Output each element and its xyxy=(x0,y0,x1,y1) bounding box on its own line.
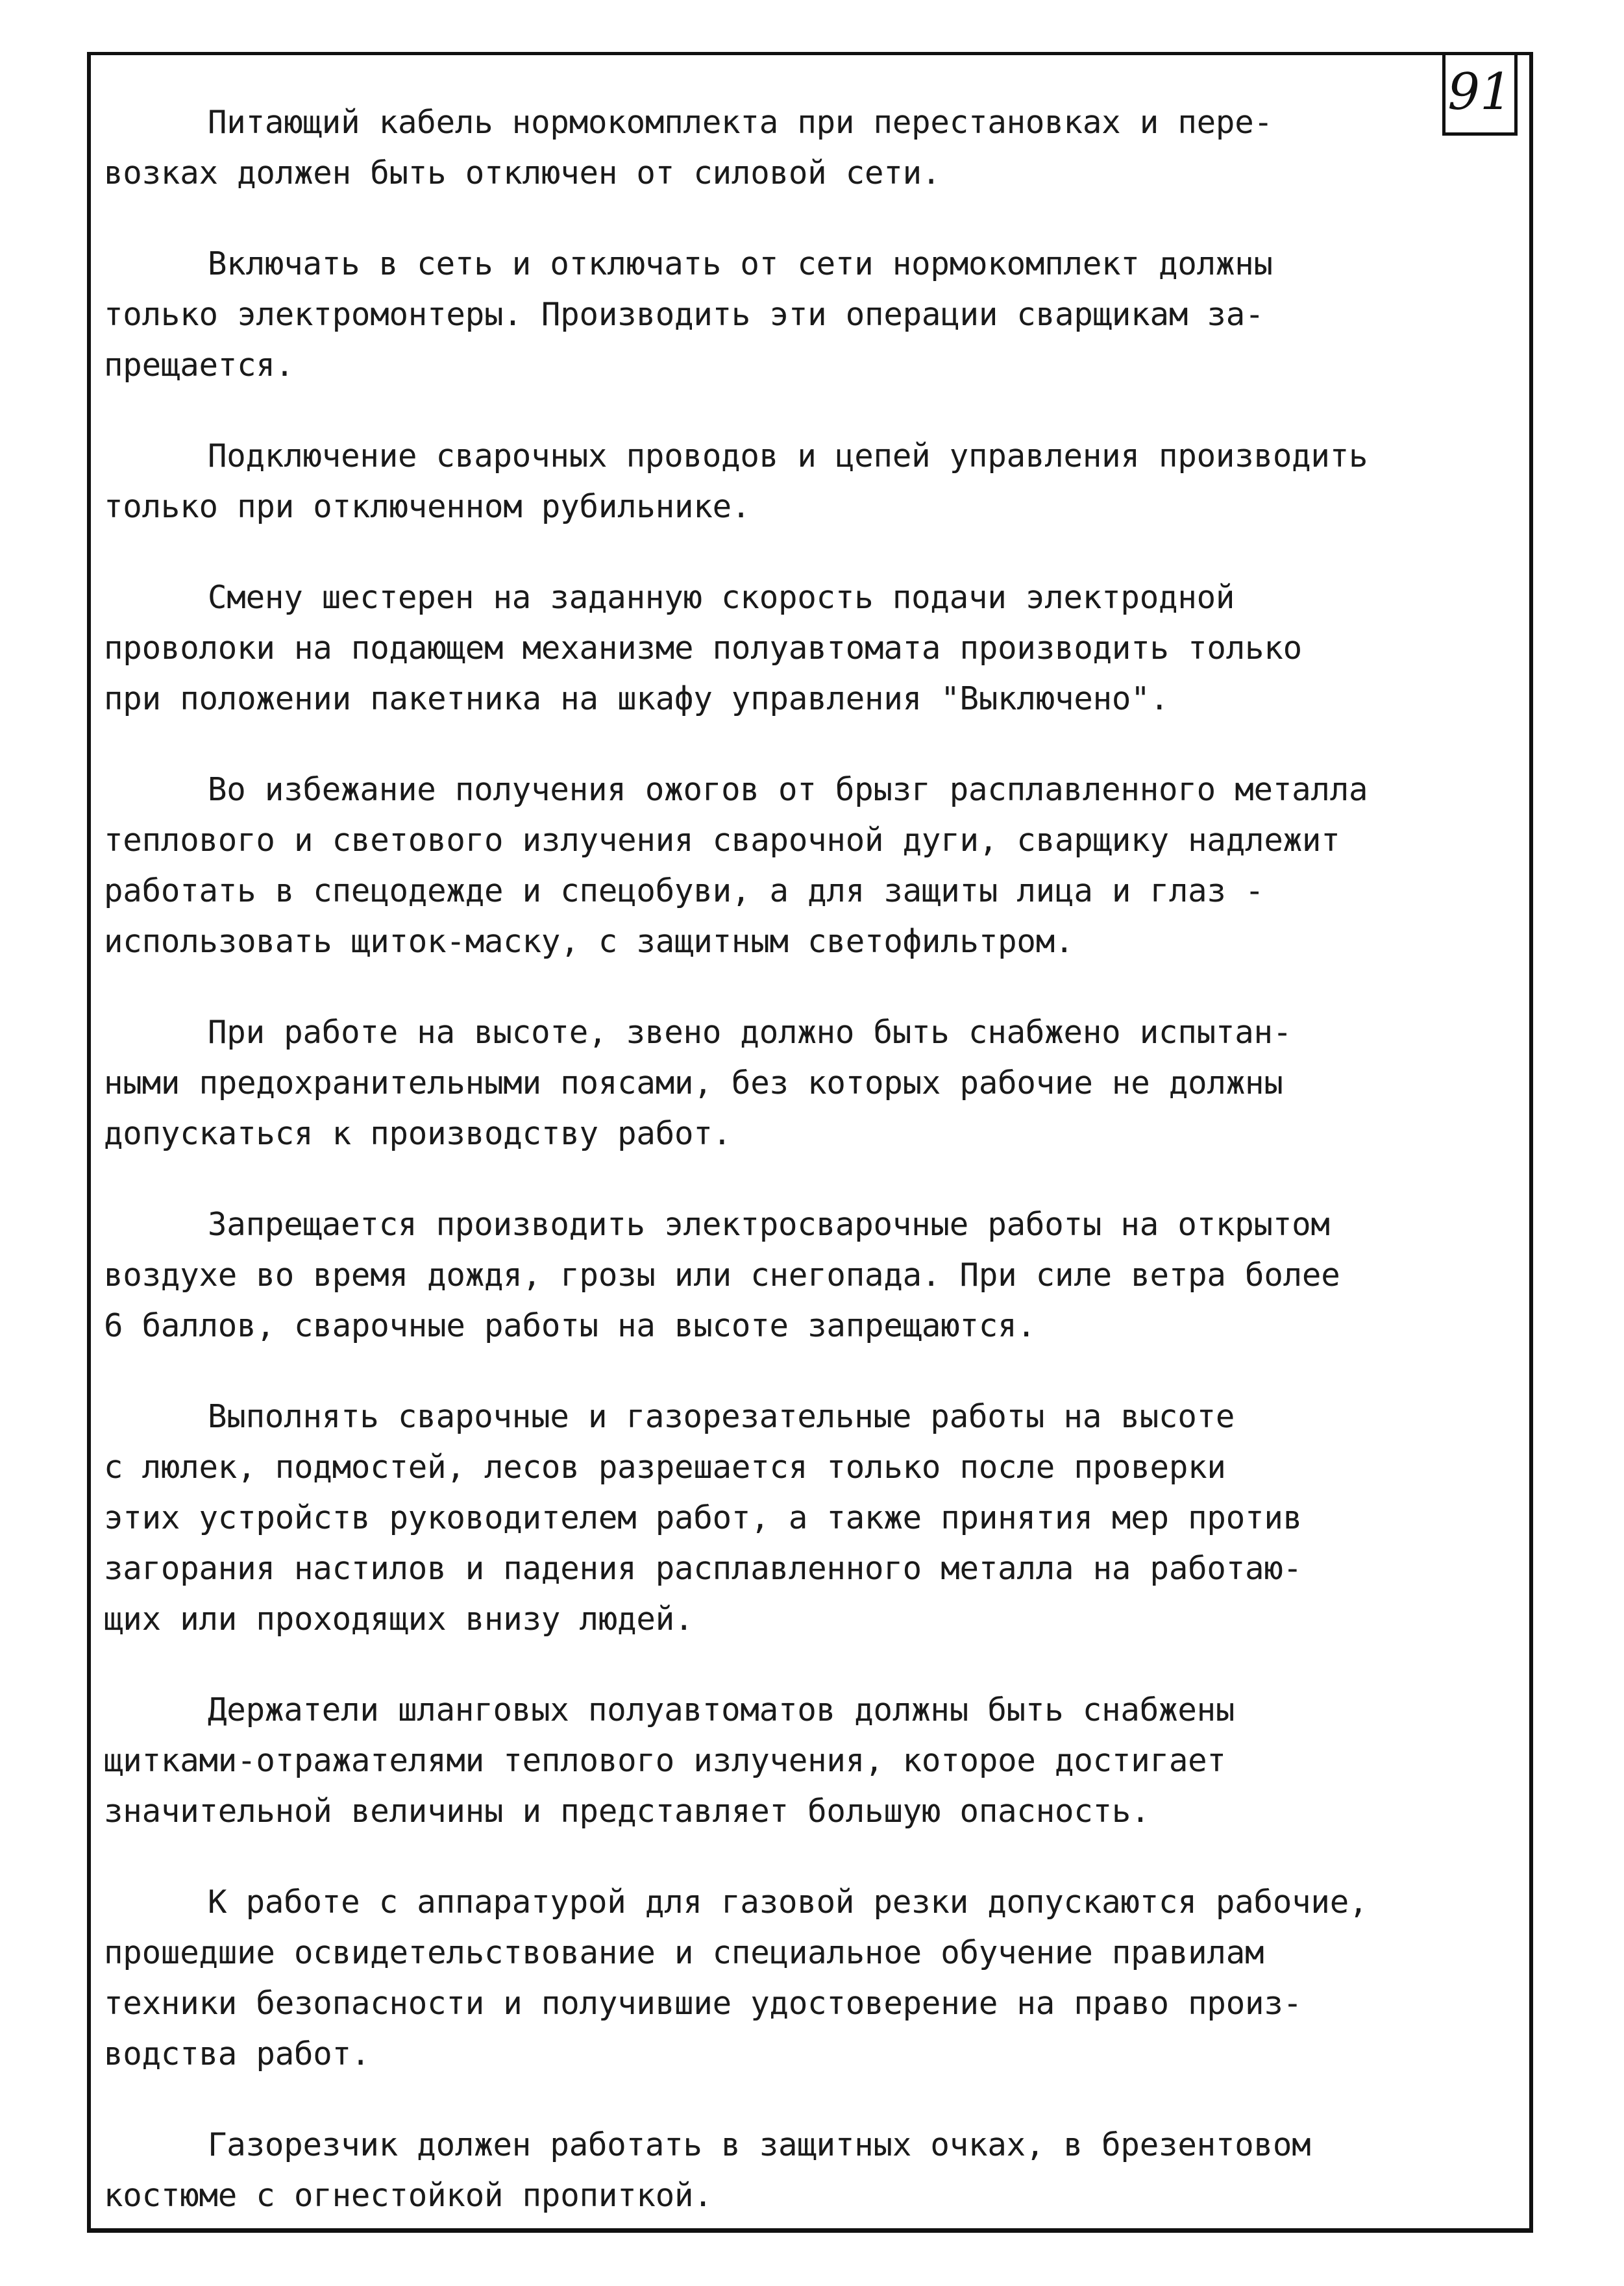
text-line: загорания настилов и падения расплавленного металла на работаю- xyxy=(104,1550,1302,1587)
text-line: Включать в сеть и отключать от сети нормокомплект должны xyxy=(208,245,1273,282)
text-line: работать в спецодежде и спецобуви, а для защиты лица и глаз - xyxy=(104,872,1264,909)
text-line: техники безопасности и получившие удостоверение на право произ- xyxy=(104,1985,1302,2022)
paragraph xyxy=(104,239,1409,391)
text-line: Запрещается производить электросварочные работы на открытом xyxy=(208,1206,1330,1243)
text-line: значительной величины и представляет большую опасность. xyxy=(104,1793,1150,1830)
paragraph xyxy=(104,1685,1409,1837)
text-line: использовать щиток-маску, с защитным светофильтром. xyxy=(104,923,1074,960)
text-line: этих устройств руководителем работ, а также принятия мер против xyxy=(104,1499,1302,1536)
text-line: возках должен быть отключен от силовой сети. xyxy=(104,154,941,191)
text-line: 6 баллов, сварочные работы на высоте запрещаются. xyxy=(104,1307,1036,1344)
paragraph xyxy=(104,2120,1409,2221)
text-line: Выполнять сварочные и газорезательные работы на высоте xyxy=(208,1398,1235,1435)
text-line: Питающий кабель нормокомплекта при перестановках и пере- xyxy=(208,104,1273,141)
text-line: щих или проходящих внизу людей. xyxy=(104,1601,694,1638)
text-line: водства работ. xyxy=(104,2035,371,2072)
paragraph xyxy=(104,572,1409,724)
text-line: прещается. xyxy=(104,347,295,384)
text-line: теплового и светового излучения сварочной дуги, сварщику надлежит xyxy=(104,822,1340,859)
text-line: костюме с огнестойкой пропиткой. xyxy=(104,2177,713,2214)
paragraph xyxy=(104,97,1409,199)
text-line: Газорезчик должен работать в защитных очках, в брезентовом xyxy=(208,2126,1311,2163)
text-line: Подключение сварочных проводов и цепей управления производить xyxy=(208,437,1368,474)
text-line: ными предохранительными поясами, без которых рабочие не должны xyxy=(104,1064,1283,1101)
text-line: проволоки на подающем механизме полуавтомата производить только xyxy=(104,630,1302,667)
paragraph xyxy=(104,765,1409,967)
paragraph xyxy=(104,431,1409,532)
text-line: Во избежание получения ожогов от брызг расплавленного металла xyxy=(208,771,1368,808)
text-line: К работе с аппаратурой для газовой резки допускаются рабочие, xyxy=(208,1884,1368,1921)
text-line: При работе на высоте, звено должно быть снабжено испытан- xyxy=(208,1014,1292,1051)
paragraph xyxy=(104,1392,1409,1645)
paragraph xyxy=(104,1007,1409,1159)
text-line: только при отключенном рубильнике. xyxy=(104,488,751,525)
text-line: только электромонтеры. Производить эти операции сварщикам за- xyxy=(104,296,1264,333)
text-line: при положении пакетника на шкафу управления "Выключено". xyxy=(104,680,1169,717)
text-line: воздухе во время дождя, грозы или снегопада. При силе ветра более xyxy=(104,1257,1340,1294)
text-line: с люлек, подмостей, лесов разрешается только после проверки xyxy=(104,1449,1226,1486)
paragraph xyxy=(104,1199,1409,1351)
text-line: прошедшие освидетельствование и специальное обучение правилам xyxy=(104,1934,1264,1971)
page-number: 91 xyxy=(1442,54,1518,136)
text-line: допускаться к производству работ. xyxy=(104,1115,732,1152)
text-line: щитками-отражателями теплового излучения, которое достигает xyxy=(104,1742,1226,1779)
text-line: Держатели шланговых полуавтоматов должны быть снабжены xyxy=(208,1691,1235,1728)
document-body xyxy=(104,97,1409,2261)
paragraph xyxy=(104,1877,1409,2080)
text-line: Смену шестерен на заданную скорость подачи электродной xyxy=(208,579,1235,616)
